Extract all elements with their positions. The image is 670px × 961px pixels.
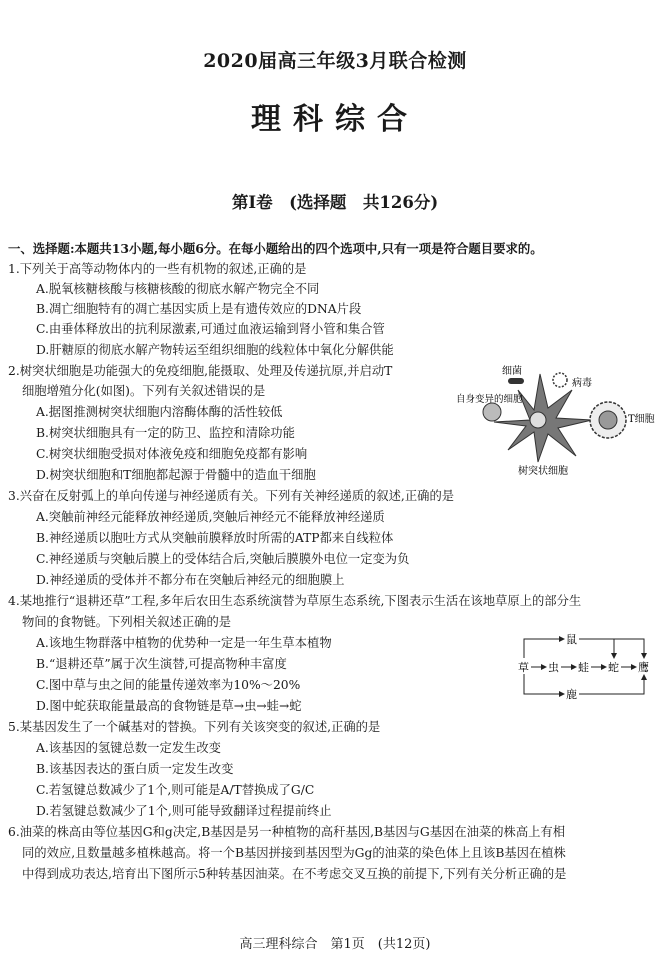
question-5-stem: 5.某基因发生了一个碱基对的替换。下列有关该突变的叙述,正确的是 bbox=[8, 720, 381, 734]
mutant-cell-shape bbox=[483, 403, 501, 421]
question-1-option-d: D.肝糖原的彻底水解产物转运至组织细胞的线粒体中氧化分解供能 bbox=[36, 343, 394, 357]
label-virus: 病毒 bbox=[572, 378, 592, 389]
question-5-option-b: B.该基因表达的蛋白质一定发生改变 bbox=[36, 762, 234, 776]
food-web-figure bbox=[516, 632, 658, 702]
subject-title: 理科综合 bbox=[251, 102, 419, 137]
question-2-option-c: C.树突状细胞受损对体液免疫和细胞免疫都有影响 bbox=[36, 447, 308, 461]
node-snake: 蛇 bbox=[608, 661, 619, 674]
question-2-option-a: A.据图推测树突状细胞内溶酶体酶的活性较低 bbox=[36, 405, 283, 419]
question-1-stem: 1.下列关于高等动物体内的一些有机物的叙述,正确的是 bbox=[8, 262, 307, 276]
bacteria-shape bbox=[508, 378, 524, 384]
label-tcell: T细胞 bbox=[628, 414, 655, 425]
question-4-option-c: C.图中草与虫之间的能量传递效率为10%～20% bbox=[36, 678, 301, 692]
exam-title: 2020届高三年级3月联合检测 bbox=[203, 50, 467, 72]
node-grass: 草 bbox=[518, 661, 529, 674]
question-2-stem: 2.树突状细胞是功能强大的免疫细胞,能摄取、处理及传递抗原,并启动T bbox=[8, 364, 393, 378]
label-dc: 树突状细胞 bbox=[518, 466, 568, 477]
t-cell-nucleus-shape bbox=[599, 411, 617, 429]
question-3-option-d: D.神经递质的受体并不都分布在突触后神经元的细胞膜上 bbox=[36, 573, 345, 587]
node-mouse: 鼠 bbox=[566, 633, 577, 646]
question-6-stem-cont-2: 中得到成功表达,培育出下图所示5种转基因油菜。在不考虑交叉互换的前提下,下列有关分析正确的是 bbox=[22, 867, 567, 881]
question-5-option-d: D.若氢键总数减少了1个,则可能导致翻译过程提前终止 bbox=[36, 804, 332, 818]
question-4-option-d: D.图中蛇获取能量最高的食物链是草→虫→蛙→蛇 bbox=[36, 699, 302, 713]
section-title: 第Ⅰ卷 (选择题 共126分) bbox=[231, 193, 439, 212]
label-bacteria: 细菌 bbox=[502, 366, 522, 377]
question-4-option-b: B.“退耕还草”属于次生演替,可提高物种丰富度 bbox=[36, 657, 287, 671]
question-2-option-d: D.树突状细胞和T细胞都起源于骨髓中的造血干细胞 bbox=[36, 468, 316, 482]
question-3-option-b: B.神经递质以胞吐方式从突触前膜释放时所需的ATP都来自线粒体 bbox=[36, 531, 394, 545]
question-6-stem: 6.油菜的株高由等位基因G和g决定,B基因是另一种植物的高秆基因,B基因与G基因在油菜的株高上有相 bbox=[8, 825, 566, 839]
question-4-option-a: A.该地生物群落中植物的优势种一定是一年生草本植物 bbox=[36, 636, 332, 650]
node-insect: 虫 bbox=[548, 661, 559, 674]
virus-shape bbox=[553, 373, 567, 387]
question-2-option-b: B.树突状细胞具有一定的防卫、监控和清除功能 bbox=[36, 426, 295, 440]
question-1-option-c: C.由垂体释放出的抗利尿激素,可通过血液运输到肾小管和集合管 bbox=[36, 322, 385, 336]
question-5-option-a: A.该基因的氢键总数一定发生改变 bbox=[36, 741, 221, 755]
question-6-stem-cont-1: 同的效应,且数量越多植株越高。将一个B基因拼接到基因型为Gg的油菜的染色体上且该B基因在植株 bbox=[22, 846, 566, 860]
dendritic-cell-figure bbox=[452, 360, 660, 478]
question-1-option-a: A.脱氧核糖核酸与核糖核酸的彻底水解产物完全不同 bbox=[36, 282, 320, 296]
question-1-option-b: B.凋亡细胞特有的凋亡基因实质上是有遗传效应的DNA片段 bbox=[36, 302, 362, 316]
question-5-option-c: C.若氢键总数减少了1个,则可能是A/T替换成了G/C bbox=[36, 783, 315, 797]
question-3-option-c: C.神经递质与突触后膜上的受体结合后,突触后膜膜外电位一定变为负 bbox=[36, 552, 410, 566]
question-4-stem-cont: 物间的食物链。下列相关叙述正确的是 bbox=[22, 615, 232, 629]
page-footer: 高三理科综合 第1页 (共12页) bbox=[239, 937, 431, 952]
question-4-stem: 4.某地推行“退耕还草”工程,多年后农田生态系统演替为草原生态系统,下图表示生活在该地草原上的部分生 bbox=[8, 594, 582, 608]
node-deer: 鹿 bbox=[566, 688, 577, 701]
instructions: 一、选择题:本题共13小题,每小题6分。在每小题给出的四个选项中,只有一项是符合题目要求的。 bbox=[8, 241, 543, 256]
question-2-stem-cont: 细胞增殖分化(如图)。下列有关叙述错误的是 bbox=[22, 384, 266, 398]
nucleus-shape bbox=[530, 412, 546, 428]
node-frog: 蛙 bbox=[578, 661, 589, 674]
question-3-stem: 3.兴奋在反射弧上的单向传递与神经递质有关。下列有关神经递质的叙述,正确的是 bbox=[8, 489, 455, 503]
question-3-option-a: A.突触前神经元能释放神经递质,突触后神经元不能释放神经递质 bbox=[36, 510, 385, 524]
node-eagle: 鹰 bbox=[638, 661, 649, 674]
label-mutant: 自身变异的细胞 bbox=[456, 394, 523, 405]
